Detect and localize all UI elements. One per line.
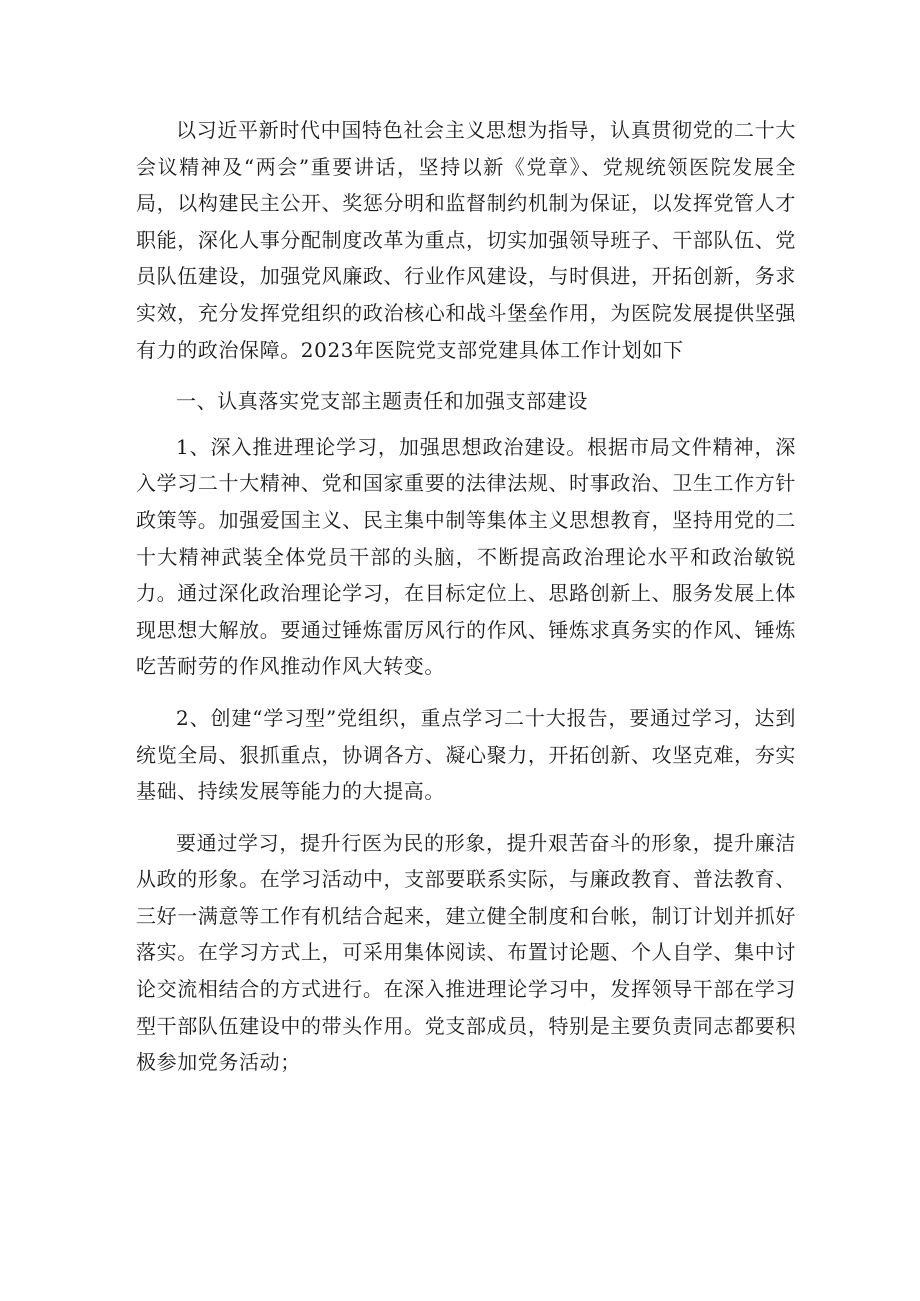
document-page [136,112,796,1096]
intro-paragraph: 以习近平新时代中国特色社会主义思想为指导，认真贯彻党的二十大会议精神及“两会”重要讲话，坚持以新《党章》、党规统领医院发展全局，以构建民主公开、奖惩分明和监督制约机制为保证，以发挥党管人才职能，深化人事分配制度改革为重点，切实加强领导班子、干部队伍、党员队伍建设，加强党风廉政、行业作风建设，与时俱进，开拓创新，务求实效，充分发挥党组织的政治核心和战斗堡垒作用，为医院发展提供坚强有力的政治保障。2023年医院党支部党建具体工作计划如下 [136,118,796,362]
paragraph-item-2: 2、创建“学习型”党组织，重点学习二十大报告，要通过学习，达到统览全局、狠抓重点，协调各方、凝心聚力，开拓创新、攻坚克难，夯实基础、持续发展等能力的大提高。 [136,705,796,804]
paragraph-item-1: 1、深入推进理论学习，加强思想政治建设。根据市局文件精神，深入学习二十大精神、党和国家重要的法律法规、时事政治、卫生工作方针政策等。加强爱国主义、民主集中制等集体主义思想教育，坚持用党的二十大精神武装全体党员干部的头脑，不断提高政治理论水平和政治敏锐力。通过深化政治理论学习，在目标定位上、思路创新上、服务发展上体现思想大解放。要通过锤炼雷厉风行的作风、锤炼求真务实的作风、锤炼吃苦耐劳的作风推动作风大转变。 [136,434,796,679]
section-heading: 一、认真落实党支部主题责任和加强支部建设 [176,389,588,414]
paragraph-learning-goals: 要通过学习，提升行医为民的形象，提升艰苦奋斗的形象，提升廉洁从政的形象。在学习活动中，支部要联系实际，与廉政教育、普法教育、三好一满意等工作有机结合起来，建立健全制度和台帐，制订计划并抓好落实。在学习方式上，可采用集体阅读、布置讨论题、个人自学、集中讨论交流相结合的方式进行。在深入推进理论学习中，发挥领导干部在学习型干部队伍建设中的带头作用。党支部成员，特别是主要负责同志都要积极参加党务活动； [136,830,796,1075]
